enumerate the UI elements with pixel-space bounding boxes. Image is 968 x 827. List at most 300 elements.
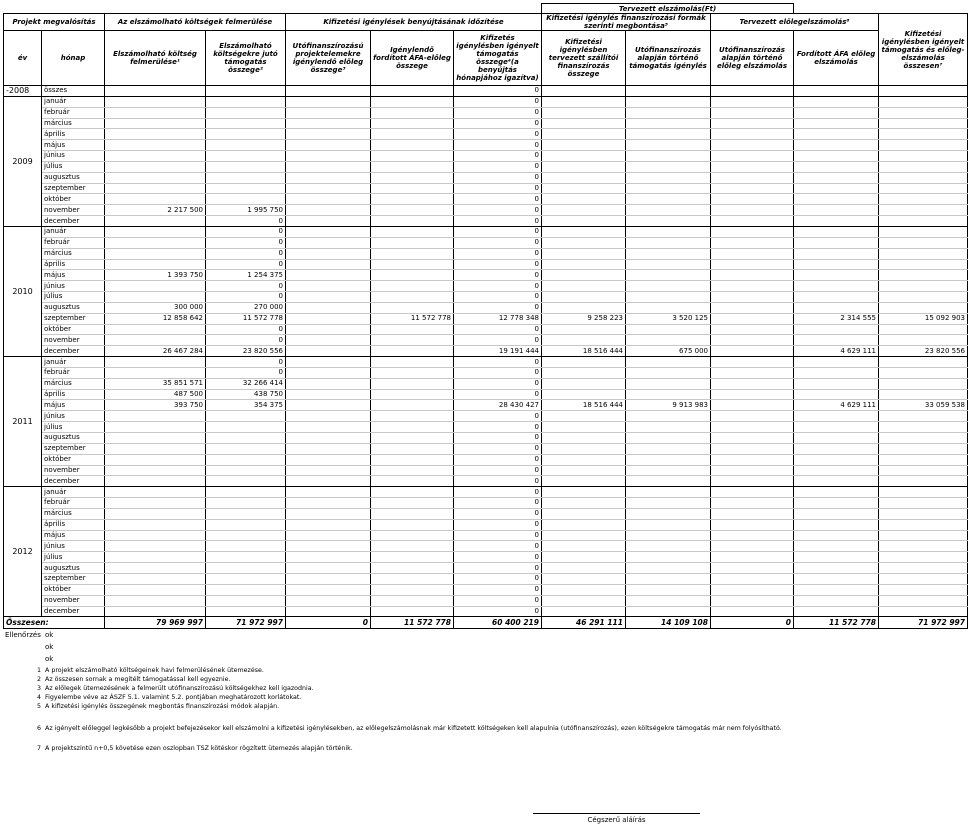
value-cell [794,281,879,292]
value-cell [105,476,206,487]
table-row [4,346,968,357]
value-cell [879,357,968,368]
value-cell: 32 266 414 [206,378,286,389]
value-cell [711,378,794,389]
value-cell: 33 059 538 [879,400,968,411]
value-cell [542,205,626,216]
table-row [4,107,968,118]
col-vat-settlement: Fordított ÁFA előleg elszámolás [794,31,879,86]
month-cell: április [42,129,105,140]
value-cell: 0 [454,259,542,270]
value-cell [626,476,711,487]
value-cell [794,573,879,584]
value-cell [286,107,371,118]
value-cell [371,476,454,487]
value-cell [542,172,626,183]
value-cell [371,172,454,183]
value-cell: 0 [454,226,542,237]
value-cell [105,595,206,606]
value-cell [206,595,286,606]
value-cell [286,519,371,530]
value-cell [105,118,206,129]
value-cell [286,595,371,606]
value-cell [371,226,454,237]
value-cell: 354 375 [206,400,286,411]
value-cell [286,378,371,389]
value-cell [879,498,968,509]
total-cell: 60 400 219 [454,617,542,629]
month-cell: március [42,118,105,129]
value-cell [105,465,206,476]
value-cell [286,584,371,595]
year-cell: 2010 [4,226,42,356]
value-cell [794,476,879,487]
value-cell [286,324,371,335]
value-cell [105,519,206,530]
value-cell: 0 [454,422,542,433]
month-cell: augusztus [42,302,105,313]
col-claimed-support: Kifizetés igénylésben igényelt támogatás összege⁴(a benyújtás hónapjához igazítva) [454,31,542,86]
value-cell [206,411,286,422]
value-cell [794,302,879,313]
table-row [4,248,968,259]
value-cell [542,140,626,151]
table-row [4,378,968,389]
month-cell: október [42,454,105,465]
value-cell [794,378,879,389]
table-row [4,498,968,509]
month-cell: október [42,324,105,335]
month-cell: december [42,346,105,357]
total-cell: 0 [711,617,794,629]
value-cell [286,237,371,248]
value-cell [371,541,454,552]
value-cell [286,281,371,292]
table-row [4,411,968,422]
value-cell [711,226,794,237]
value-cell [711,140,794,151]
table-row [4,86,968,97]
month-cell: december [42,606,105,617]
value-cell: 0 [454,433,542,444]
value-cell [711,86,794,97]
month-cell: április [42,519,105,530]
value-cell: 0 [454,357,542,368]
value-cell [206,151,286,162]
value-cell [711,465,794,476]
value-cell [286,530,371,541]
value-cell: 0 [206,335,286,346]
value-cell [711,151,794,162]
col-eligible-cost: Elszámolható költség felmerülése¹ [105,31,206,86]
month-cell: március [42,378,105,389]
value-cell [711,454,794,465]
month-cell: augusztus [42,563,105,574]
footnote: 2 Az összesen sornak a megítélt támogatással kell egyeznie. [37,676,231,683]
table-row [4,552,968,563]
value-cell [626,443,711,454]
value-cell [371,237,454,248]
value-cell: 9 913 983 [626,400,711,411]
value-cell [879,194,968,205]
table-row [4,216,968,227]
value-cell [206,118,286,129]
table-row [4,487,968,498]
value-cell [371,584,454,595]
year-cell: 2011 [4,357,42,487]
check-value: ok [45,643,54,651]
month-cell: június [42,151,105,162]
table-row [4,302,968,313]
footnote: 1 A projekt elszámolható költségeinek havi felmerülésének ütemezése. [37,667,264,674]
group-advance-settlement: Tervezett előlegelszámolás⁶ [711,14,879,31]
value-cell: 0 [206,237,286,248]
value-cell [542,422,626,433]
value-cell [286,183,371,194]
value-cell [626,508,711,519]
value-cell: 26 467 284 [105,346,206,357]
value-cell [626,595,711,606]
value-cell [105,606,206,617]
totals-row [4,617,968,629]
value-cell [105,183,206,194]
total-cell: 11 572 778 [371,617,454,629]
value-cell [794,454,879,465]
month-cell: május [42,530,105,541]
value-cell [206,422,286,433]
value-cell [711,400,794,411]
value-cell [711,259,794,270]
value-cell [286,433,371,444]
value-cell [711,194,794,205]
value-cell: 18 516 444 [542,346,626,357]
value-cell [626,216,711,227]
value-cell [794,357,879,368]
value-cell [879,270,968,281]
value-cell [371,302,454,313]
value-cell [206,541,286,552]
value-cell [626,530,711,541]
month-cell: augusztus [42,172,105,183]
table-row [4,433,968,444]
value-cell [879,530,968,541]
month-cell: február [42,367,105,378]
value-cell [626,454,711,465]
check-value: ok [45,631,54,639]
value-cell [794,389,879,400]
value-cell [105,443,206,454]
value-cell [542,248,626,259]
table-row [4,584,968,595]
month-cell: július [42,422,105,433]
value-cell [206,96,286,107]
value-cell [626,259,711,270]
value-cell [105,292,206,303]
value-cell [879,465,968,476]
value-cell [626,205,711,216]
value-cell: 0 [454,519,542,530]
year-cell: -2008 [4,86,42,97]
value-cell [286,552,371,563]
month-cell: április [42,259,105,270]
value-cell [105,151,206,162]
value-cell [286,335,371,346]
value-cell [879,205,968,216]
value-cell: 1 995 750 [206,205,286,216]
value-cell [371,292,454,303]
value-cell [542,292,626,303]
value-cell [105,433,206,444]
value-cell: 0 [206,292,286,303]
value-cell [105,552,206,563]
value-cell [105,161,206,172]
month-cell: szeptember [42,183,105,194]
value-cell: 1 393 750 [105,270,206,281]
month-cell: november [42,205,105,216]
value-cell [206,433,286,444]
table-body [4,86,968,617]
value-cell [542,324,626,335]
footnote: 7 A projektszintű n+0,5 követése ezen oszlopban TSZ kötéskor rögzített ütemezés alapján történik. [37,745,353,752]
month-cell: november [42,595,105,606]
value-cell [286,508,371,519]
value-cell [371,433,454,444]
value-cell [542,259,626,270]
value-cell [626,292,711,303]
value-cell [626,172,711,183]
value-cell [794,530,879,541]
value-cell [794,335,879,346]
value-cell [206,465,286,476]
value-cell [879,443,968,454]
footnote: 6 Az igényelt előleggel legkésőbb a projekt befejezésekor kell elszámolni a kifizetési igénylésekben, az előlegelszámolásnak már kifizetett költségeken kell alapulnia (utófinanszírozás), ezen költségekre támogatás már nem folyósítható. [37,725,782,732]
table-row [4,118,968,129]
value-cell [711,498,794,509]
group-project: Projekt megvalósítás [4,14,105,31]
value-cell: 3 520 125 [626,313,711,324]
value-cell [879,172,968,183]
value-cell: 0 [206,226,286,237]
value-cell [542,552,626,563]
value-cell [711,281,794,292]
value-cell [626,324,711,335]
value-cell [711,508,794,519]
value-cell [879,324,968,335]
table-row [4,226,968,237]
value-cell [286,443,371,454]
month-cell: január [42,357,105,368]
value-cell [542,151,626,162]
value-cell [105,498,206,509]
value-cell: 1 254 375 [206,270,286,281]
value-cell [626,183,711,194]
value-cell [371,552,454,563]
value-cell [626,422,711,433]
value-cell: 0 [206,259,286,270]
check-label: Ellenőrzés [5,631,41,639]
total-cell: 79 969 997 [105,617,206,629]
month-cell: szeptember [42,443,105,454]
table-row [4,606,968,617]
value-cell [711,389,794,400]
value-cell [542,443,626,454]
value-cell [626,465,711,476]
value-cell [206,161,286,172]
value-cell [371,411,454,422]
month-cell: január [42,96,105,107]
value-cell: 12 858 642 [105,313,206,324]
month-cell: július [42,292,105,303]
value-cell [794,541,879,552]
value-cell [286,205,371,216]
value-cell: 0 [454,118,542,129]
total-cell: 71 972 997 [879,617,968,629]
value-cell [105,216,206,227]
value-cell [794,129,879,140]
value-cell [711,541,794,552]
table-row [4,237,968,248]
value-cell [542,302,626,313]
value-cell [105,86,206,97]
value-cell [626,140,711,151]
value-cell [711,129,794,140]
value-cell [286,118,371,129]
value-cell [626,281,711,292]
footnote: 5 A kifizetési igénylés összegének megbontás finanszírozási módok alapján. [37,703,280,710]
value-cell [286,302,371,313]
value-cell [371,357,454,368]
table-row [4,422,968,433]
table-row [4,367,968,378]
value-cell: 0 [206,281,286,292]
value-cell [542,118,626,129]
col-post-financing-advance: Utófinanszírozású projektelemekre igénylendő előleg összege³ [286,31,371,86]
value-cell [626,194,711,205]
value-cell [371,573,454,584]
value-cell [206,519,286,530]
value-cell [879,129,968,140]
value-cell [794,205,879,216]
value-cell [879,259,968,270]
value-cell [626,86,711,97]
col-post-financing-claim: Utófinanszírozás alapján történő támogatás igénylés [626,31,711,86]
value-cell [879,422,968,433]
value-cell [626,606,711,617]
value-cell: 15 092 903 [879,313,968,324]
value-cell: 0 [454,378,542,389]
month-cell: április [42,389,105,400]
total-cell: 14 109 108 [626,617,711,629]
value-cell: 0 [454,606,542,617]
month-cell: május [42,270,105,281]
value-cell [286,216,371,227]
value-cell [794,237,879,248]
value-cell [371,443,454,454]
value-cell: 0 [454,161,542,172]
table-row [4,151,968,162]
group-payment-claims: Kifizetési igénylések benyújtásának időzítése [286,14,542,31]
month-cell: március [42,248,105,259]
value-cell [794,595,879,606]
value-cell [879,476,968,487]
value-cell [711,530,794,541]
value-cell [105,335,206,346]
value-cell [794,433,879,444]
month-cell: június [42,281,105,292]
value-cell [542,508,626,519]
value-cell [286,129,371,140]
value-cell [105,281,206,292]
value-cell [794,118,879,129]
value-cell [286,226,371,237]
value-cell: 0 [454,194,542,205]
value-cell [879,411,968,422]
value-cell [286,400,371,411]
value-cell [105,194,206,205]
value-cell [711,118,794,129]
value-cell [542,183,626,194]
table-row [4,335,968,346]
value-cell [206,508,286,519]
value-cell [626,107,711,118]
value-cell [105,96,206,107]
value-cell [286,292,371,303]
value-cell [879,335,968,346]
value-cell [542,530,626,541]
value-cell [105,237,206,248]
value-cell: 35 851 571 [105,378,206,389]
value-cell [542,454,626,465]
super-title: Tervezett elszámolás(Ft) [542,4,794,14]
value-cell: 11 572 778 [206,313,286,324]
value-cell [879,606,968,617]
value-cell [626,519,711,530]
value-cell [879,216,968,227]
value-cell [542,389,626,400]
value-cell: 0 [454,205,542,216]
col-support-amount: Elszámolható költségekre jutó támogatás összege² [206,31,286,86]
total-cell: 0 [286,617,371,629]
value-cell: 0 [454,96,542,107]
table-row [4,161,968,172]
col-month: hónap [42,31,105,86]
value-cell: 0 [454,140,542,151]
value-cell: 0 [454,563,542,574]
value-cell [879,389,968,400]
month-cell: február [42,237,105,248]
month-cell: július [42,552,105,563]
month-cell: szeptember [42,573,105,584]
value-cell [371,140,454,151]
col-post-financing-settlement: Utófinanszírozás alapján történő előleg elszámolás [711,31,794,86]
check-value: ok [45,655,54,663]
value-cell [626,378,711,389]
value-cell [371,389,454,400]
value-cell [794,183,879,194]
value-cell [371,248,454,259]
value-cell [206,172,286,183]
value-cell [626,487,711,498]
value-cell [794,96,879,107]
value-cell [286,151,371,162]
table-row [4,541,968,552]
month-cell: október [42,194,105,205]
value-cell [206,183,286,194]
value-cell [711,443,794,454]
value-cell [206,487,286,498]
value-cell [626,367,711,378]
value-cell [542,595,626,606]
